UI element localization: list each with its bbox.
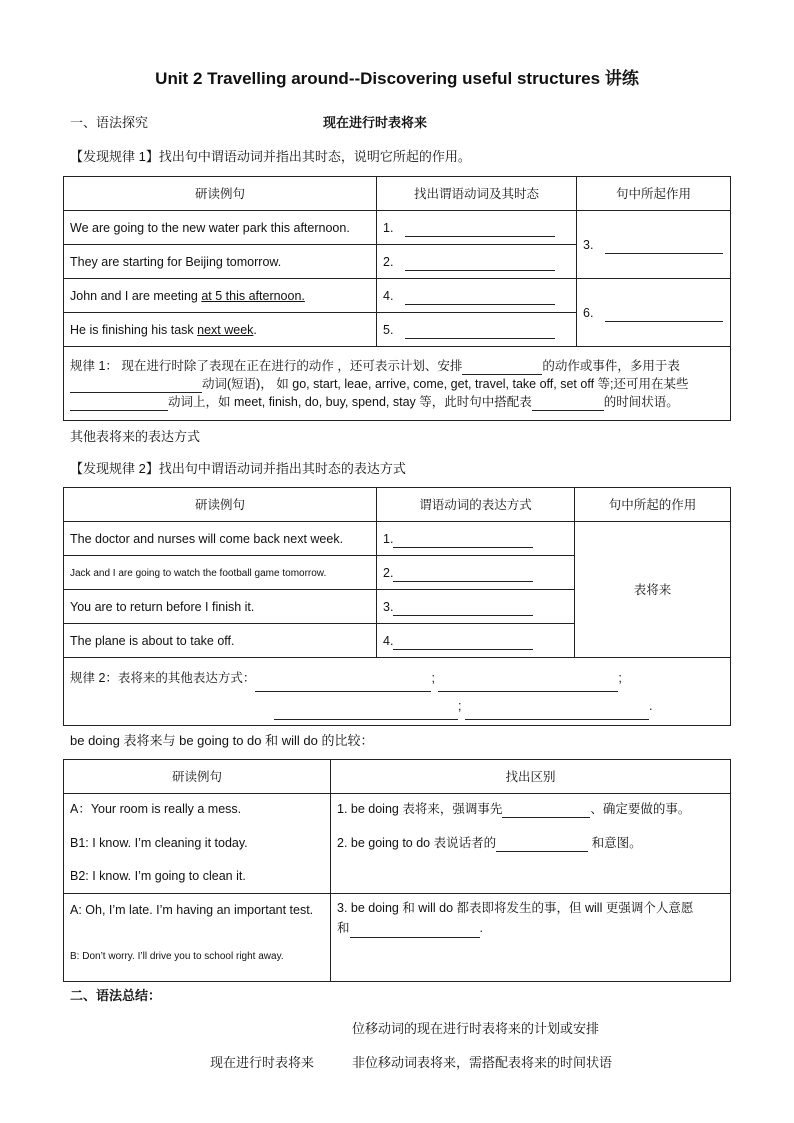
compare-points-2 [331,894,731,982]
rule2-summary-blank-4[interactable] [465,706,649,720]
compare-point-3-period: . [479,921,483,935]
rule1-header-examples: 研读例句 [64,177,377,211]
rule2-num-4: 4. [383,633,394,648]
rule1-num-3: 3. [583,237,594,252]
rule2-semicolon-2: ; [618,670,622,685]
rule1-function-cell-a [577,211,731,279]
rule2-blank-2[interactable] [393,568,533,582]
rule2-answer-cell-1 [377,522,575,556]
rule1-summary-blank-4[interactable] [532,399,604,411]
rule1-sentence-4 [64,313,377,347]
rule1-summary-text-4: 动词上，如 meet, finish, do, buy, spend, stay 等，此时句中搭配表 [168,394,532,409]
rule2-num-3: 3. [383,599,394,614]
compare-blank-3[interactable] [350,924,480,938]
compare-point-3-and: 和 [337,921,350,935]
sentence-3-underlined: at 5 this afternoon. [201,288,305,303]
rule1-blank-1[interactable] [405,223,555,237]
compare-blank-1[interactable] [502,804,590,818]
rule1-blank-4[interactable] [405,291,555,305]
rule1-answer-cell-4 [377,279,577,313]
compare-point-3-text: 3. be doing 和 will do 都表即将发生的事，但 will 更强调个人意愿 [337,901,694,915]
rule2-num-2: 2. [383,565,394,580]
compare-b1: B1: I know. I’m cleaning it today. [70,836,248,850]
compare-point-2-suffix: 和意图。 [588,836,642,850]
compare-point-1-text: 1. be doing 表将来，强调事先 [337,802,503,816]
rule1-function-cell-b [577,279,731,347]
rule2-summary [64,658,731,726]
rule2-answer-cell-4 [377,624,575,658]
rule2-sentence-2 [64,556,377,590]
sentence-3-text: John and I are meeting [70,288,202,303]
rule2-semicolon-1: ; [431,670,435,685]
rule1-summary-blank-2[interactable] [70,381,202,393]
rule2-blank-1[interactable] [393,534,533,548]
rule2-blank-3[interactable] [393,602,533,616]
rule2-table [63,487,731,726]
rule1-blank-2[interactable] [405,257,555,271]
rule1-summary [64,347,731,421]
rule1-summary-text-3: 动词(短语)， 如 go, start, leae, arrive, come, get, travel, take off, set off 等;还可用在某些 [202,376,689,391]
rule1-num-4: 4. [383,288,394,303]
rule1-num-1: 1. [383,220,394,235]
compare-intro: be doing 表将来与 be going to do 和 will do 的比较： [70,733,374,748]
rule1-intro: 【发现规律 1】找出句中谓语动词并指出其时态，说明它所起的作用。 [70,149,471,164]
rule1-answer-cell-5 [377,313,577,347]
rule1-answer-cell-2 [377,245,577,279]
rule2-sentence-4: The plane is about to take off. [64,624,377,658]
rule1-summary-text-2: 的动作或事件，多用于表 [542,358,680,373]
rule2-header-examples: 研读例句 [64,488,377,522]
rule1-sentence-1: We are going to the new water park this afternoon. [64,211,377,245]
compare-points-1 [331,794,731,894]
rule1-sentence-2: They are starting for Beijing tomorrow. [64,245,377,279]
compare-examples-1 [64,794,331,894]
rule2-header-function: 句中所起的作用 [575,488,731,522]
rule1-blank-5[interactable] [405,325,555,339]
rule1-sentence-3 [64,279,377,313]
rule1-table [63,176,731,421]
rule1-blank-6[interactable] [605,308,723,322]
summary-line-2-right: 非位移动词表将来，需搭配表将来的时间状语 [352,1055,613,1070]
rule1-num-2: 2. [383,254,394,269]
sentence-4-underlined: next week [197,322,254,337]
rule1-answer-cell-1 [377,211,577,245]
section1-heading: 一、语法探究 [70,115,149,130]
compare-point-1-suffix: 、确定要做的事。 [590,802,691,816]
rule2-sentence-1: The doctor and nurses will come back next week. [64,522,377,556]
rule2-semicolon-3: ; [458,698,462,713]
sentence-4-suffix: . [253,322,257,337]
compare-header-examples: 研读例句 [64,760,331,794]
summary-line-2-left: 现在进行时表将来 [210,1055,315,1070]
rule2-summary-blank-3[interactable] [274,706,458,720]
other-ways-label: 其他表将来的表达方式 [70,429,201,444]
compare-header-difference: 找出区别 [331,760,731,794]
rule2-header-expression: 谓语动词的表达方式 [377,488,575,522]
compare-blank-2[interactable] [496,838,588,852]
summary-line-1: 位移动词的现在进行时表将来的计划或安排 [352,1021,600,1036]
compare-b2: B2: I know. I’m going to clean it. [70,869,246,883]
sentence-4-text: He is finishing his task [70,322,198,337]
rule2-summary-label: 规律 2：表将来的其他表达方式： [70,670,256,685]
rule1-summary-blank-3[interactable] [70,399,168,411]
rule2-summary-blank-1[interactable] [255,678,431,692]
compare-table [63,759,731,982]
page-title: Unit 2 Travelling around--Discovering useful structures 讲练 [155,69,639,88]
compare-b3: B: Don’t worry. I’ll drive you to school right away. [70,951,284,962]
rule2-answer-cell-3 [377,590,575,624]
rule1-header-verbs: 找出谓语动词及其时态 [377,177,577,211]
rule1-num-6: 6. [583,305,594,320]
compare-a1: A：Your room is really a mess. [70,802,242,816]
rule2-period: . [648,698,653,713]
section1-topic: 现在进行时表将来 [323,115,428,130]
rule2-intro: 【发现规律 2】找出句中谓语动词并指出其时态的表达方式 [70,461,406,476]
rule2-sentence-2-text: Jack and I are going to watch the football game tomorrow. [70,567,327,579]
rule1-summary-text-1: 规律 1： 现在进行时除了表现在正在进行的动作 ，还可表示计划、安排 [70,358,463,373]
rule2-blank-4[interactable] [393,636,533,650]
rule1-header-function: 句中所起作用 [577,177,731,211]
rule1-summary-blank-1[interactable] [462,363,542,375]
rule2-function-cell: 表将来 [575,522,731,658]
rule2-sentence-3: You are to return before I finish it. [64,590,377,624]
rule1-summary-text-5: 的时间状语。 [603,394,679,409]
compare-examples-2 [64,894,331,982]
rule1-num-5: 5. [383,322,394,337]
compare-point-2-text: 2. be going to do 表说话者的 [337,836,497,850]
compare-a2: A: Oh, I’m late. I’m having an important test. [70,903,314,917]
rule2-answer-cell-2 [377,556,575,590]
section2-heading: 二、语法总结： [70,988,162,1003]
rule1-blank-3[interactable] [605,240,723,254]
rule2-num-1: 1. [383,531,394,546]
rule2-summary-blank-2[interactable] [438,678,618,692]
